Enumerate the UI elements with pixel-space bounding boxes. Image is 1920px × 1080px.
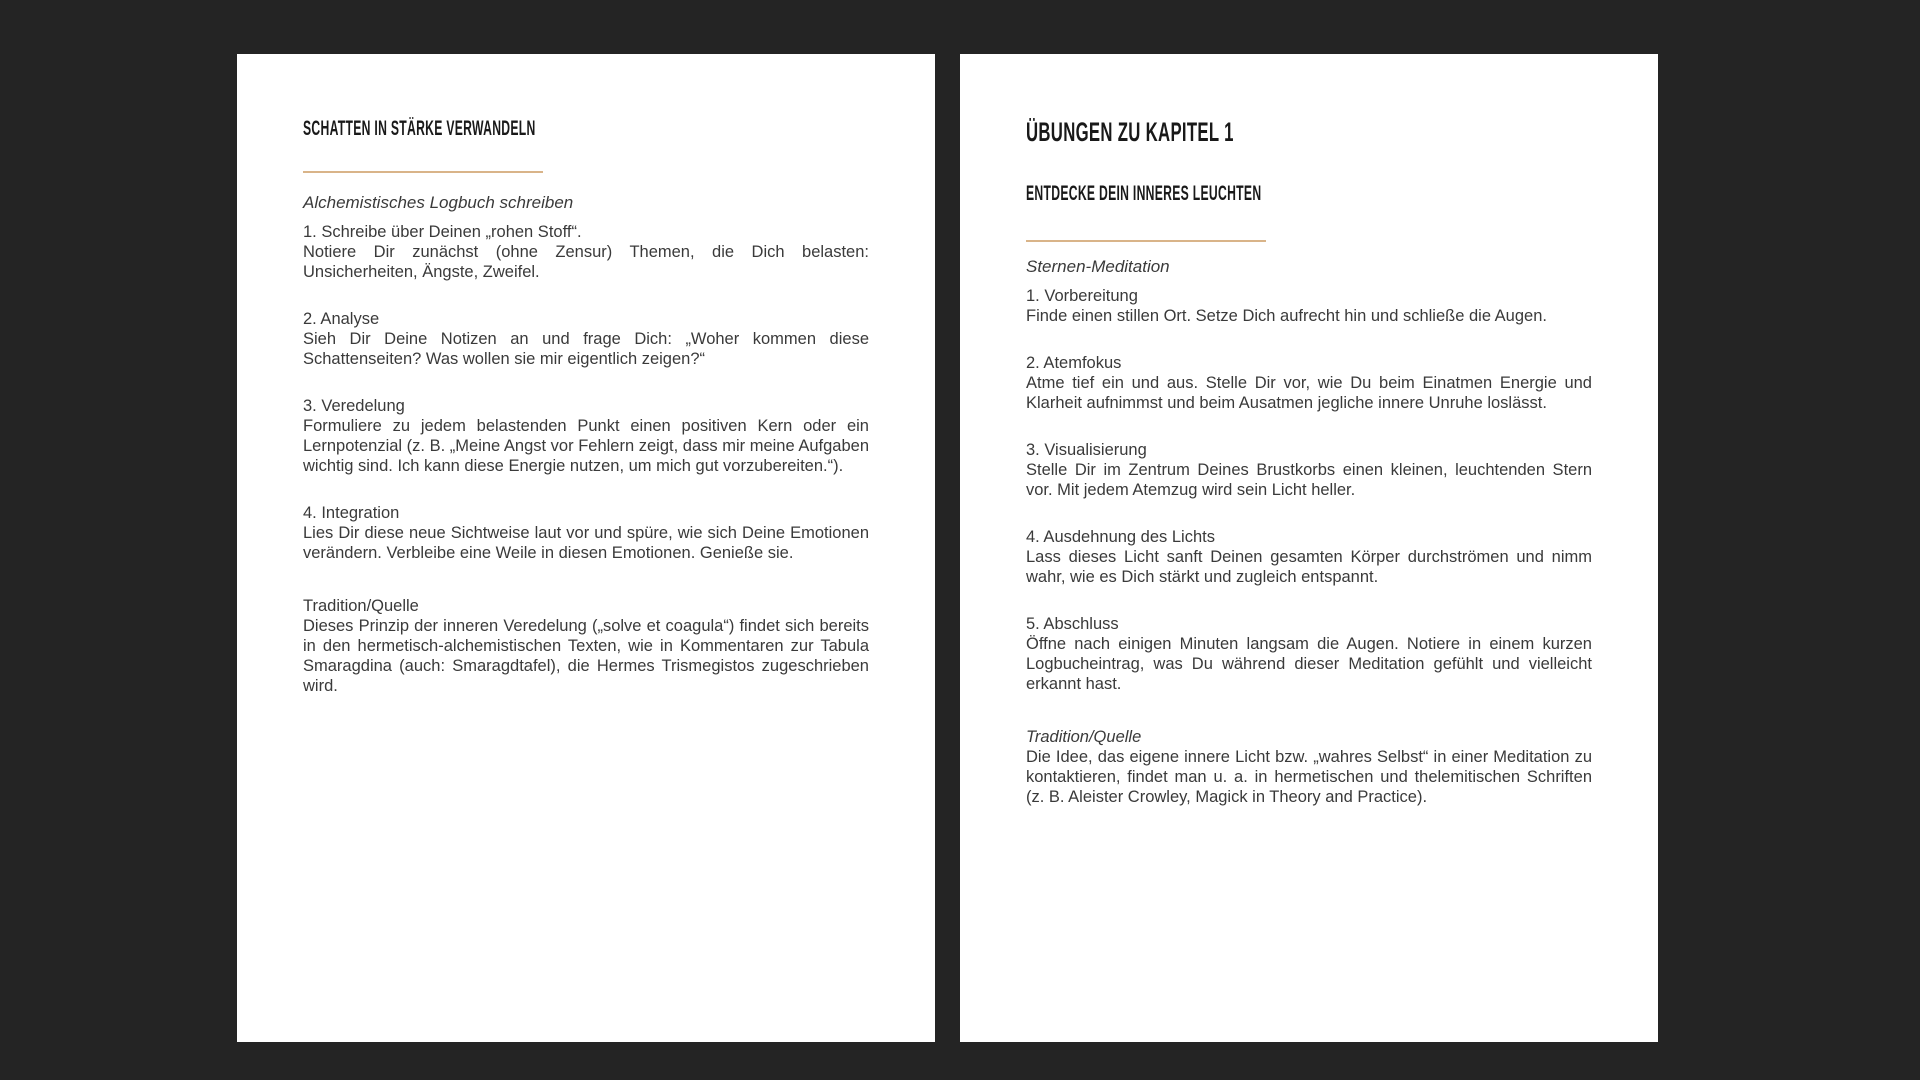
exercise-sections (1026, 286, 1592, 807)
tradition-source-section (1026, 727, 1592, 807)
exercise-section (1026, 614, 1592, 694)
section-title: 3. Veredelung (303, 397, 405, 415)
exercise-section (303, 309, 869, 369)
section-title: 4. Integration (303, 504, 400, 522)
exercise-subtitle: Alchemistisches Logbuch schreiben (303, 193, 574, 212)
section-title: 5. Abschluss (1026, 615, 1119, 633)
exercise-section (1026, 527, 1592, 587)
section-title: 1. Schreibe über Deinen „rohen Stoff“. (303, 223, 582, 241)
exercise-section (1026, 286, 1592, 326)
exercise-sections (303, 222, 869, 696)
chapter-title: ÜBUNGEN ZU KAPITEL 1 (1026, 117, 1234, 147)
exercise-subtitle: Sternen-Meditation (1026, 257, 1170, 276)
section-body: Öffne nach einigen Minuten langsam die Augen. Notiere in einem kurzen Logbucheintrag, was Du während dieser Meditation gefühlt und vielleicht erkannt hast. (1026, 635, 1592, 693)
document-page-right (960, 54, 1658, 1042)
tradition-source-section (303, 596, 869, 696)
section-body: Atme tief ein und aus. Stelle Dir vor, wie Du beim Einatmen Energie und Klarheit aufnimmst und beim Ausatmen jegliche innere Unruhe loslässt. (1026, 374, 1592, 412)
section-body: Die Idee, das eigene innere Licht bzw. „wahres Selbst“ in einer Meditation zu kontaktieren, findet man u. a. in hermetischen und thelemitischen Schriften (z. B. Aleister Crowley, Magick in Theory and Practice). (1026, 748, 1592, 806)
section-body: Lass dieses Licht sanft Deinen gesamten Körper durchströmen und nimm wahr, wie es Dich stärkt und zugleich entspannt. (1026, 548, 1592, 586)
section-title: 1. Vorbereitung (1026, 287, 1138, 305)
section-body: Finde einen stillen Ort. Setze Dich aufrecht hin und schließe die Augen. (1026, 307, 1547, 325)
accent-divider (303, 171, 543, 173)
page-subtitle: ENTDECKE DEIN INNERES LEUCHTEN (1026, 182, 1262, 205)
accent-divider (1026, 240, 1266, 242)
section-title: 3. Visualisierung (1026, 441, 1147, 459)
section-title: Tradition/Quelle (1026, 728, 1142, 746)
section-body: Dieses Prinzip der inneren Veredelung („solve et coagula“) findet sich bereits in den hermetisch-alchemistischen Texten, wie in Kommentaren zur Tabula Smaragdina (auch: Smaragdtafel), die Hermes Trismegistos zugeschrieben wird. (303, 617, 869, 695)
section-body: Lies Dir diese neue Sichtweise laut vor und spüre, wie sich Deine Emotionen verändern. Verbleibe eine Weile in diesen Emotionen. Genieße sie. (303, 524, 869, 562)
exercise-section (303, 222, 869, 282)
section-body: Notiere Dir zunächst (ohne Zensur) Themen, die Dich belasten: Unsicherheiten, Ängste, Zweifel. (303, 243, 869, 281)
section-body: Stelle Dir im Zentrum Deines Brustkorbs einen kleinen, leuchtenden Stern vor. Mit jedem Atemzug wird sein Licht heller. (1026, 461, 1592, 499)
exercise-section (303, 396, 869, 476)
page-title: SCHATTEN IN STÄRKE VERWANDELN (303, 117, 536, 140)
exercise-section (303, 503, 869, 563)
section-title: Tradition/Quelle (303, 597, 419, 615)
section-title: 2. Atemfokus (1026, 354, 1122, 372)
exercise-section (1026, 353, 1592, 413)
section-title: 2. Analyse (303, 310, 380, 328)
document-page-left (237, 54, 935, 1042)
exercise-section (1026, 440, 1592, 500)
section-body: Sieh Dir Deine Notizen an und frage Dich: „Woher kommen diese Schattenseiten? Was wollen sie mir eigentlich zeigen?“ (303, 330, 869, 368)
section-body: Formuliere zu jedem belastenden Punkt einen positiven Kern oder ein Lernpotenzial (z. B. „Meine Angst vor Fehlern zeigt, dass mir meine Aufgaben wichtig sind. Ich kann diese Energie nutzen, um mich gut vorzubereiten.“). (303, 417, 869, 475)
section-title: 4. Ausdehnung des Lichts (1026, 528, 1215, 546)
